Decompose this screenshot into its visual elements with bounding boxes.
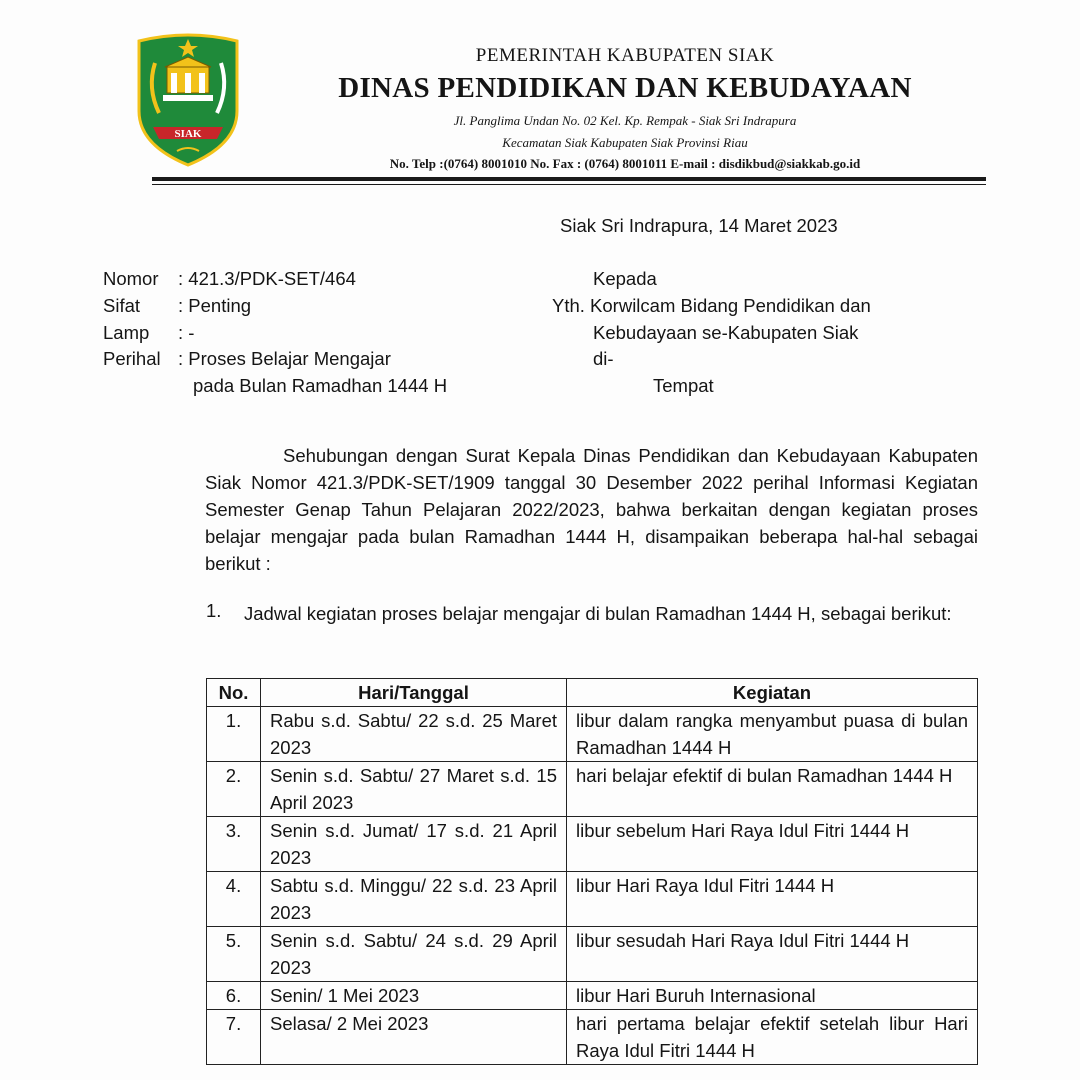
- perihal-value-cont: pada Bulan Ramadhan 1444 H: [193, 375, 448, 396]
- table-row: [207, 817, 978, 872]
- cell-no: 2.: [207, 762, 261, 817]
- sifat-value: : Penting: [178, 295, 252, 316]
- item-1-text: Jadwal kegiatan proses belajar mengajar di bulan Ramadhan 1444 H, sebagai berikut:: [244, 603, 952, 624]
- cell-no: 6.: [207, 982, 261, 1010]
- cell-no: 1.: [207, 707, 261, 762]
- perihal-label: Perihal: [103, 348, 161, 369]
- nomor-value: : 421.3/PDK-SET/464: [178, 268, 356, 289]
- contact-line: No. Telp :(0764) 8001010 No. Fax : (0764) 8001011 E-mail : disdikbud@siakkab.go.id: [389, 156, 861, 171]
- table-row: [207, 762, 978, 817]
- cell-hari: Sabtu s.d. Minggu/ 22 s.d. 23 April 2023: [261, 872, 567, 927]
- cell-kegiatan: hari belajar efektif di bulan Ramadhan 1444 H: [567, 762, 978, 817]
- recipient-line-4: Tempat: [653, 375, 714, 396]
- cell-hari: Senin s.d. Jumat/ 17 s.d. 21 April 2023: [261, 817, 567, 872]
- table-row: [207, 982, 978, 1010]
- recipient-line-2: Kebudayaan se-Kabupaten Siak: [593, 322, 859, 343]
- header-no: No.: [207, 679, 261, 707]
- cell-kegiatan: libur Hari Buruh Internasional: [567, 982, 978, 1010]
- table-row: [207, 1010, 978, 1065]
- letterhead-rule-thick: [152, 177, 986, 181]
- table-header-row: [207, 679, 978, 707]
- schedule-table: [206, 678, 978, 1065]
- perihal-value: : Proses Belajar Mengajar: [178, 348, 391, 369]
- cell-no: 4.: [207, 872, 261, 927]
- cell-kegiatan: hari pertama belajar efektif setelah libur Hari Raya Idul Fitri 1444 H: [567, 1010, 978, 1065]
- cell-hari: Senin/ 1 Mei 2023: [261, 982, 567, 1010]
- table-row: [207, 707, 978, 762]
- recipient-line-3: di-: [593, 348, 614, 369]
- lamp-label: Lamp: [103, 322, 150, 343]
- logo-text: SIAK: [174, 128, 202, 140]
- agency-name: DINAS PENDIDIKAN DAN KEBUDAYAAN: [338, 72, 912, 104]
- cell-kegiatan: libur sesudah Hari Raya Idul Fitri 1444 H: [567, 927, 978, 982]
- letter-date: Siak Sri Indrapura, 14 Maret 2023: [560, 215, 838, 236]
- nomor-label: Nomor: [103, 268, 159, 289]
- letterhead-rule-thin: [152, 184, 986, 185]
- table-row: [207, 927, 978, 982]
- cell-kegiatan: libur Hari Raya Idul Fitri 1444 H: [567, 872, 978, 927]
- address-line-1: Jl. Panglima Undan No. 02 Kel. Kp. Rempak - Siak Sri Indrapura: [453, 113, 797, 128]
- lamp-value: : -: [178, 322, 195, 343]
- sifat-label: Sifat: [103, 295, 141, 316]
- cell-hari: Senin s.d. Sabtu/ 24 s.d. 29 April 2023: [261, 927, 567, 982]
- body-paragraph: Sehubungan dengan Surat Kepala Dinas Pendidikan dan Kebudayaan Kabupaten Siak Nomor 421.3/PDK-SET/1909 tanggal 30 Desember 2022 perihal Informasi Kegiatan Semester Genap Tahun Pelajaran 2022/2023, bahwa berkaitan dengan kegiatan proses belajar mengajar pada bulan Ramadhan 1444 H, disampaikan beberapa hal-hal sebagai berikut :: [205, 445, 978, 574]
- address-line-2: Kecamatan Siak Kabupaten Siak Provinsi Riau: [502, 135, 748, 150]
- recipient-line-1: Yth. Korwilcam Bidang Pendidikan dan: [552, 295, 871, 316]
- cell-kegiatan: libur sebelum Hari Raya Idul Fitri 1444 H: [567, 817, 978, 872]
- cell-no: 7.: [207, 1010, 261, 1065]
- header-kegiatan: Kegiatan: [567, 679, 978, 707]
- item-1-number: 1.: [206, 600, 222, 621]
- government-name: PEMERINTAH KABUPATEN SIAK: [475, 45, 775, 66]
- recipient-kepada: Kepada: [593, 268, 657, 289]
- cell-hari: Senin s.d. Sabtu/ 27 Maret s.d. 15 April 2023: [261, 762, 567, 817]
- header-hari-tanggal: Hari/Tanggal: [261, 679, 567, 707]
- cell-kegiatan: libur dalam rangka menyambut puasa di bulan Ramadhan 1444 H: [567, 707, 978, 762]
- cell-hari: Selasa/ 2 Mei 2023: [261, 1010, 567, 1065]
- cell-hari: Rabu s.d. Sabtu/ 22 s.d. 25 Maret 2023: [261, 707, 567, 762]
- cell-no: 5.: [207, 927, 261, 982]
- cell-no: 3.: [207, 817, 261, 872]
- table-row: [207, 872, 978, 927]
